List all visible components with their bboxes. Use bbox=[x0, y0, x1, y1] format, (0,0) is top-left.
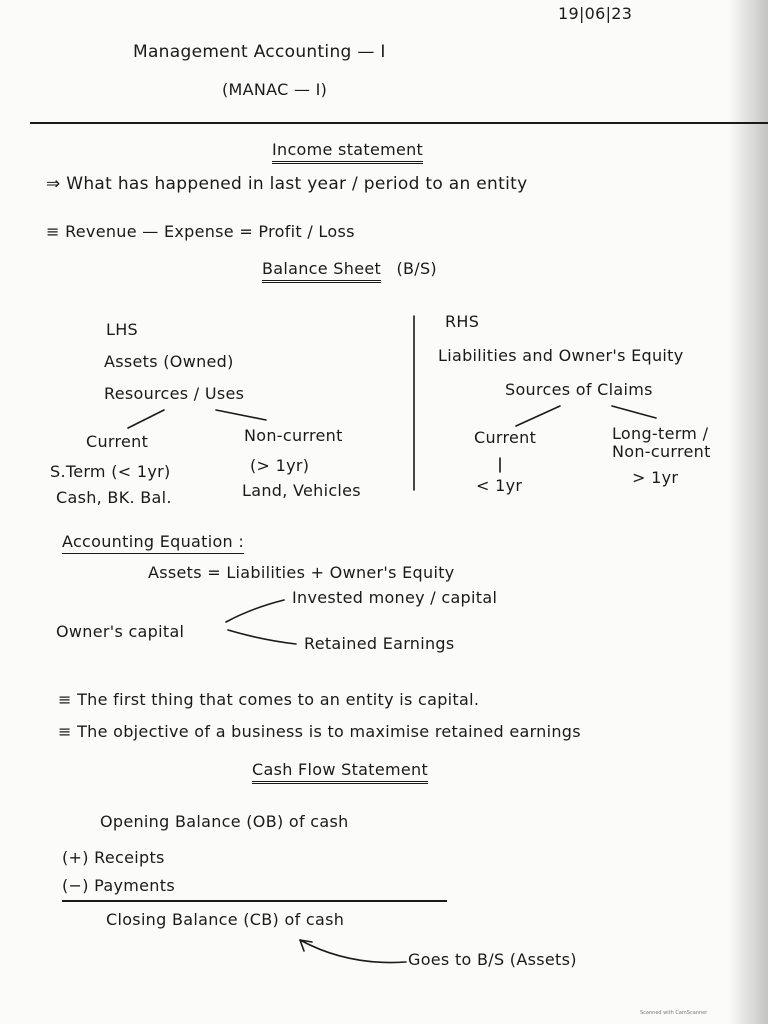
rhs-current-branch bbox=[516, 406, 560, 426]
rhs-label: RHS bbox=[445, 312, 480, 331]
rhs-long-term-term: > 1yr bbox=[632, 468, 679, 487]
lhs-non-current-branch bbox=[216, 410, 266, 420]
rhs-long-term-label: Long-term / bbox=[612, 424, 709, 443]
rhs-sources: Sources of Claims bbox=[505, 380, 653, 399]
scanner-stamp: Scanned with CamScanner bbox=[640, 1010, 708, 1016]
lhs-current-term: S.Term (< 1yr) bbox=[50, 462, 171, 481]
balance-sheet-heading: Balance Sheet bbox=[262, 259, 381, 283]
page-subtitle: (MANAC — I) bbox=[222, 80, 328, 99]
retained-earnings-branch: Retained Earnings bbox=[304, 634, 455, 653]
accounting-equation: Assets = Liabilities + Owner's Equity bbox=[148, 563, 455, 582]
cash-flow-heading: Cash Flow Statement bbox=[252, 760, 428, 784]
income-statement-line-2: ≡ Revenue — Expense = Profit / Loss bbox=[46, 222, 355, 241]
payments: (−) Payments bbox=[62, 876, 175, 895]
invested-branch-line bbox=[226, 600, 284, 622]
receipts: (+) Receipts bbox=[62, 848, 165, 867]
lhs-resources: Resources / Uses bbox=[104, 384, 245, 403]
lhs-assets: Assets (Owned) bbox=[104, 352, 234, 371]
lhs-non-current-label: Non-current bbox=[244, 426, 343, 445]
balance-sheet-abbr: (B/S) bbox=[396, 259, 437, 278]
rhs-long-term-branch bbox=[612, 406, 656, 418]
lhs-current-label: Current bbox=[86, 432, 149, 451]
lhs-non-current-term: (> 1yr) bbox=[250, 456, 310, 475]
lhs-non-current-example: Land, Vehicles bbox=[242, 481, 361, 500]
opening-balance: Opening Balance (OB) of cash bbox=[100, 812, 349, 831]
goes-to-balance-sheet: Goes to B/S (Assets) bbox=[408, 950, 577, 969]
date: 19|06|23 bbox=[558, 4, 633, 23]
owners-capital: Owner's capital bbox=[56, 622, 185, 641]
lhs-label: LHS bbox=[106, 320, 139, 339]
page-title: Management Accounting — I bbox=[133, 42, 386, 62]
rhs-current-term: < 1yr bbox=[476, 476, 523, 495]
income-statement-line-1: ⇒ What has happened in last year / period to an entity bbox=[46, 174, 528, 194]
lhs-current-example: Cash, BK. Bal. bbox=[56, 488, 172, 507]
retained-branch-line bbox=[228, 630, 296, 644]
lhs-current-branch bbox=[128, 410, 164, 428]
income-statement-heading: Income statement bbox=[272, 140, 423, 164]
rhs-non-current-label: Non-current bbox=[612, 442, 711, 461]
invested-capital-branch: Invested money / capital bbox=[292, 588, 498, 607]
capital-note: ≡ The first thing that comes to an entity is capital. bbox=[58, 690, 480, 709]
accounting-equation-heading: Accounting Equation : bbox=[62, 532, 244, 554]
rhs-liabilities: Liabilities and Owner's Equity bbox=[438, 346, 684, 365]
closing-balance: Closing Balance (CB) of cash bbox=[106, 910, 345, 929]
rhs-current-label: Current bbox=[474, 428, 537, 447]
retained-earnings-note: ≡ The objective of a business is to maximise retained earnings bbox=[58, 722, 581, 741]
goes-to-bs-arrow bbox=[300, 940, 406, 963]
